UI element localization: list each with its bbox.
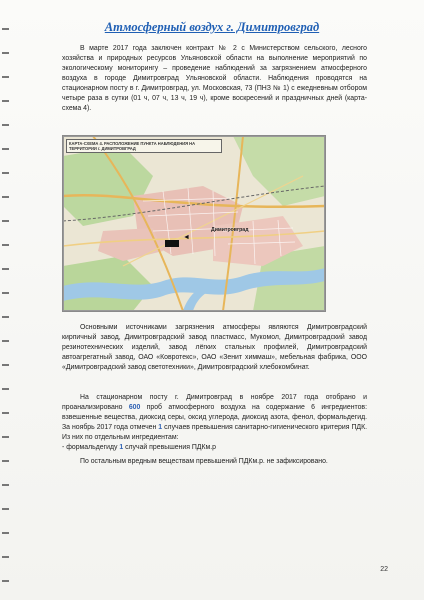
binder-holes — [0, 0, 14, 600]
station-pointer-icon: ◄ — [183, 234, 190, 241]
map-graphic — [63, 136, 325, 311]
page-number: 22 — [380, 566, 388, 573]
other-substances-note: По остальным вредным веществам превышений ПДКм.р. не зафиксировано. — [80, 458, 328, 465]
results-paragraph — [62, 393, 367, 443]
location-map — [62, 135, 326, 312]
sources-text: Основными источниками загрязнения атмосферы являются Димитровградский кирпичный завод, Димитровградский завод пластмасс, Мукомол, Димитровградский завод резинотехнических изделий, завод лёгких стальных профилей, Димитровградский автоагрегатный завод, ОАО «Ковротекс», ОАО «Зенит химмаш», мебельная фабрика, ООО «Димитровградский завод светотехники», Димитровградский хлебокомбинат. — [62, 324, 367, 371]
sources-paragraph — [62, 323, 367, 373]
formaldehyde-count: 1 — [119, 444, 124, 451]
map-city-label: Димитровград — [211, 227, 249, 233]
formaldehyde-item — [62, 444, 367, 451]
intro-paragraph — [62, 44, 367, 114]
map-caption: КАРТА-СХЕМА 4. РАСПОЛОЖЕНИЕ ПУНКТА НАБЛЮДЕНИЯ НА ТЕРРИТОРИИ г. ДИМИТРОВГРАД — [66, 139, 222, 153]
intro-text: В марте 2017 года заключен контракт № 2 с Министерством сельского, лесного хозяйства и природных ресурсов Ульяновской области на выполнение мероприятий по экологическому мониторингу – проведение наблюдений за загрязнением атмосферного воздуха в городе Димитровград Ульяновской области. Наблюдения проводятся на стационарном посту в г. Димитровград, ул. Московская, 73 (ПНЗ № 1) с ежедневным отбором четыре раза в сутки (01 ч, 07 ч, 13 ч, 19 ч), кроме воскресений и праздничных дней (карта-схема 4). — [62, 45, 367, 112]
samples-count: 600 — [128, 404, 141, 411]
page-title: Атмосферный воздух г. Димитровград — [104, 20, 320, 34]
formaldehyde-suffix: случай превышения ПДКм.р — [123, 444, 216, 451]
exceedance-count: 1 — [158, 424, 163, 431]
results-text-1: На стационарном посту г. Димитровград в ноябре 2017 года отобрано и проанализировано — [62, 394, 367, 411]
results-text-2: проб атмосферного воздуха на содержание 6 ингредиентов: взвешенные вещества, диоксид серы, оксид углерода, диоксид азота, фенол, формальдегид. За ноябрь 2017 года отмечен — [62, 404, 367, 431]
formaldehyde-prefix: - формальдегиду — [62, 444, 120, 451]
results-text-3: случаев превышения санитарно-гигиенического критерия ПДК. Из них по отдельным ингредиентам: — [62, 424, 367, 441]
station-marker — [165, 240, 179, 247]
